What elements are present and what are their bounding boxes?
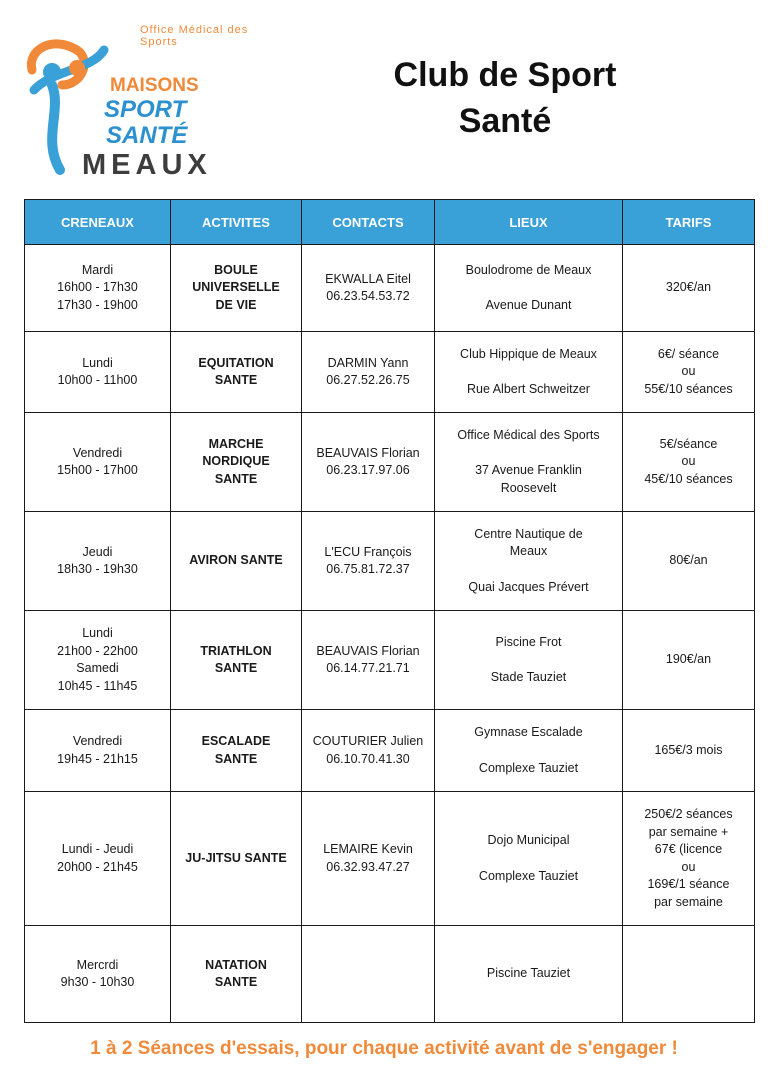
logo-arc-text: Office Médical des Sports — [140, 24, 249, 48]
header-activites: ACTIVITES — [171, 200, 302, 245]
cell-line: Lundi - Jeudi — [61, 842, 134, 856]
cell-line: 20h00 - 21h45 — [57, 859, 138, 874]
cell-creneaux — [25, 512, 171, 611]
cell-line: Lundi — [82, 626, 113, 640]
cell-activite — [171, 413, 302, 512]
cell-line: UNIVERSELLE — [192, 280, 280, 295]
cell-activite — [171, 245, 302, 332]
cell-creneaux — [25, 245, 171, 332]
page-title — [330, 52, 680, 144]
cell-lieu — [435, 926, 623, 1023]
cell-line: AVIRON SANTE — [189, 553, 283, 568]
cell-line: 10h45 - 11h45 — [57, 678, 138, 693]
table-row — [25, 332, 755, 413]
cell-line: 06.23.17.97.06 — [326, 463, 410, 477]
logo-word-sport: SPORT — [104, 96, 187, 123]
cell-line: Office Médical des Sports — [457, 427, 600, 442]
cell-line: MARCHE — [208, 436, 264, 451]
cell-contact — [302, 413, 435, 512]
cell-line: ESCALADE — [201, 734, 271, 748]
cell-creneaux — [25, 926, 171, 1023]
cell-line: 06.10.70.41.30 — [326, 751, 410, 766]
cell-tarif — [623, 792, 755, 926]
cell-contact — [302, 332, 435, 413]
cell-creneaux — [25, 611, 171, 710]
cell-line: Complexe Tauziet — [478, 760, 579, 775]
cell-line: Vendredi — [72, 734, 123, 748]
cell-activite — [171, 332, 302, 413]
cell-line: NATATION — [205, 957, 267, 972]
cell-line: 55€/10 séances — [644, 381, 733, 396]
cell-line: L'ECU François — [324, 544, 412, 559]
cell-tarif — [623, 611, 755, 710]
cell-line: Piscine Frot — [495, 634, 562, 649]
cell-lieu — [435, 611, 623, 710]
cell-line: LEMAIRE Kevin — [323, 842, 413, 856]
cell-line: ou — [681, 454, 696, 469]
cell-line: EQUITATION — [198, 355, 274, 370]
cell-lieu — [435, 792, 623, 926]
cell-line: 37 Avenue Franklin — [475, 463, 582, 478]
logo — [22, 12, 252, 187]
cell-contact — [302, 512, 435, 611]
cell-line: 67€ (licence — [654, 842, 723, 856]
cell-line — [439, 651, 618, 669]
table-header-row — [25, 200, 755, 245]
cell-line: SANTE — [214, 661, 258, 675]
cell-tarif — [623, 710, 755, 792]
table-row — [25, 611, 755, 710]
cell-line: 15h00 - 17h00 — [57, 463, 138, 477]
cell-line: Mercrdi — [76, 957, 119, 972]
cell-line: 21h00 - 22h00 — [57, 643, 138, 658]
cell-tarif — [623, 512, 755, 611]
logo-word-sante: SANTÉ — [106, 122, 188, 149]
cell-line: Jeudi — [82, 544, 113, 559]
header-tarifs: TARIFS — [623, 200, 755, 245]
header-lieux: LIEUX — [435, 200, 623, 245]
cell-line: Avenue Dunant — [485, 298, 572, 312]
title-line-2: Santé — [458, 102, 552, 140]
cell-line: BEAUVAIS Florian — [316, 445, 420, 460]
cell-line: EKWALLA Eitel — [325, 271, 411, 286]
cell-activite — [171, 792, 302, 926]
cell-line: DARMIN Yann — [327, 355, 409, 370]
header-contacts: CONTACTS — [302, 200, 435, 245]
cell-line: Quai Jacques Prévert — [468, 579, 589, 594]
cell-tarif — [623, 926, 755, 1023]
cell-line: SANTE — [214, 471, 258, 486]
cell-line: Centre Nautique de — [474, 526, 583, 541]
cell-line: COUTURIER Julien — [312, 734, 424, 748]
cell-line: 6€/ séance — [657, 346, 720, 361]
cell-line: 17h30 - 19h00 — [57, 297, 138, 312]
cell-line — [439, 363, 618, 381]
cell-line: Meaux — [509, 544, 548, 559]
cell-line: 18h30 - 19h30 — [57, 562, 138, 576]
cell-line: 10h00 - 11h00 — [57, 373, 138, 387]
cell-line: BEAUVAIS Florian — [316, 643, 420, 658]
cell-line: Dojo Municipal — [487, 833, 570, 847]
cell-line: 45€/10 séances — [644, 471, 733, 486]
cell-line: Boulodrome de Meaux — [465, 262, 592, 277]
cell-tarif — [623, 413, 755, 512]
cell-tarif — [623, 332, 755, 413]
cell-activite — [171, 710, 302, 792]
cell-line: ou — [681, 859, 696, 874]
cell-activite — [171, 512, 302, 611]
cell-creneaux — [25, 332, 171, 413]
cell-line: 80€/an — [669, 553, 708, 568]
cell-line: 06.75.81.72.37 — [326, 562, 410, 576]
cell-line: Vendredi — [72, 445, 123, 460]
cell-line: Stade Tauziet — [490, 670, 567, 684]
logo-word-maisons: MAISONS — [110, 75, 199, 96]
cell-line: 16h00 - 17h30 — [57, 280, 138, 295]
cell-line: Roosevelt — [500, 480, 557, 495]
cell-line: Club Hippique de Meaux — [460, 346, 597, 361]
table-row — [25, 710, 755, 792]
cell-line — [439, 279, 618, 297]
cell-line: Rue Albert Schweitzer — [467, 382, 590, 396]
cell-activite — [171, 926, 302, 1023]
cell-creneaux — [25, 792, 171, 926]
cell-line: 320€/an — [665, 280, 712, 295]
logo-word-meaux: MEAUX — [82, 149, 212, 181]
cell-contact — [302, 245, 435, 332]
cell-line — [439, 561, 618, 579]
cell-lieu — [435, 332, 623, 413]
table-row — [25, 512, 755, 611]
table-row — [25, 245, 755, 332]
cell-line: DE VIE — [215, 297, 257, 312]
cell-line: Mardi — [81, 262, 114, 277]
cell-line: 9h30 - 10h30 — [60, 975, 135, 989]
cell-contact — [302, 792, 435, 926]
cell-line: SANTE — [214, 751, 258, 766]
cell-lieu — [435, 245, 623, 332]
cell-line: NORDIQUE — [202, 454, 270, 469]
cell-creneaux — [25, 710, 171, 792]
cell-line: 169€/1 séance — [647, 877, 730, 891]
title-line-1: Club de Sport — [393, 56, 617, 94]
cell-lieu — [435, 413, 623, 512]
cell-line: 5€/séance — [659, 436, 718, 451]
cell-line: ou — [681, 364, 696, 379]
cell-line: par semaine — [654, 894, 723, 909]
cell-line: 190€/an — [665, 652, 712, 667]
cell-line: TRIATHLON — [200, 643, 272, 658]
cell-lieu — [435, 710, 623, 792]
table-row — [25, 926, 755, 1023]
table-row — [25, 792, 755, 926]
cell-line: par semaine + — [648, 824, 729, 839]
cell-line — [439, 742, 618, 760]
cell-line: Gymnase Escalade — [474, 725, 583, 739]
cell-lieu — [435, 512, 623, 611]
cell-line — [439, 444, 618, 462]
table-row — [25, 413, 755, 512]
cell-line — [439, 850, 618, 868]
cell-line: Lundi — [82, 355, 113, 370]
cell-line: BOULE — [214, 262, 258, 277]
cell-line: 06.14.77.21.71 — [326, 661, 410, 675]
schedule-table — [24, 199, 755, 1023]
cell-line: 06.27.52.26.75 — [326, 373, 410, 387]
cell-line: JU-JITSU SANTE — [185, 850, 287, 865]
cell-contact — [302, 611, 435, 710]
cell-contact — [302, 926, 435, 1023]
cell-line: 19h45 - 21h15 — [57, 751, 138, 766]
cell-line: 165€/3 mois — [654, 742, 723, 757]
cell-line: SANTE — [214, 373, 258, 387]
cell-line: SANTE — [214, 975, 258, 989]
cell-line: 06.23.54.53.72 — [326, 289, 410, 303]
cell-creneaux — [25, 413, 171, 512]
cell-tarif — [623, 245, 755, 332]
footer-note: 1 à 2 Séances d'essais, pour chaque activité avant de s'engager ! — [90, 1038, 678, 1059]
cell-activite — [171, 611, 302, 710]
cell-line: 250€/2 séances — [644, 807, 733, 821]
header-creneaux: CRENEAUX — [25, 200, 171, 245]
cell-contact — [302, 710, 435, 792]
cell-line: 06.32.93.47.27 — [326, 859, 410, 874]
cell-line: Complexe Tauziet — [478, 868, 579, 883]
cell-line: Piscine Tauziet — [486, 966, 571, 981]
cell-line: Samedi — [76, 661, 119, 675]
